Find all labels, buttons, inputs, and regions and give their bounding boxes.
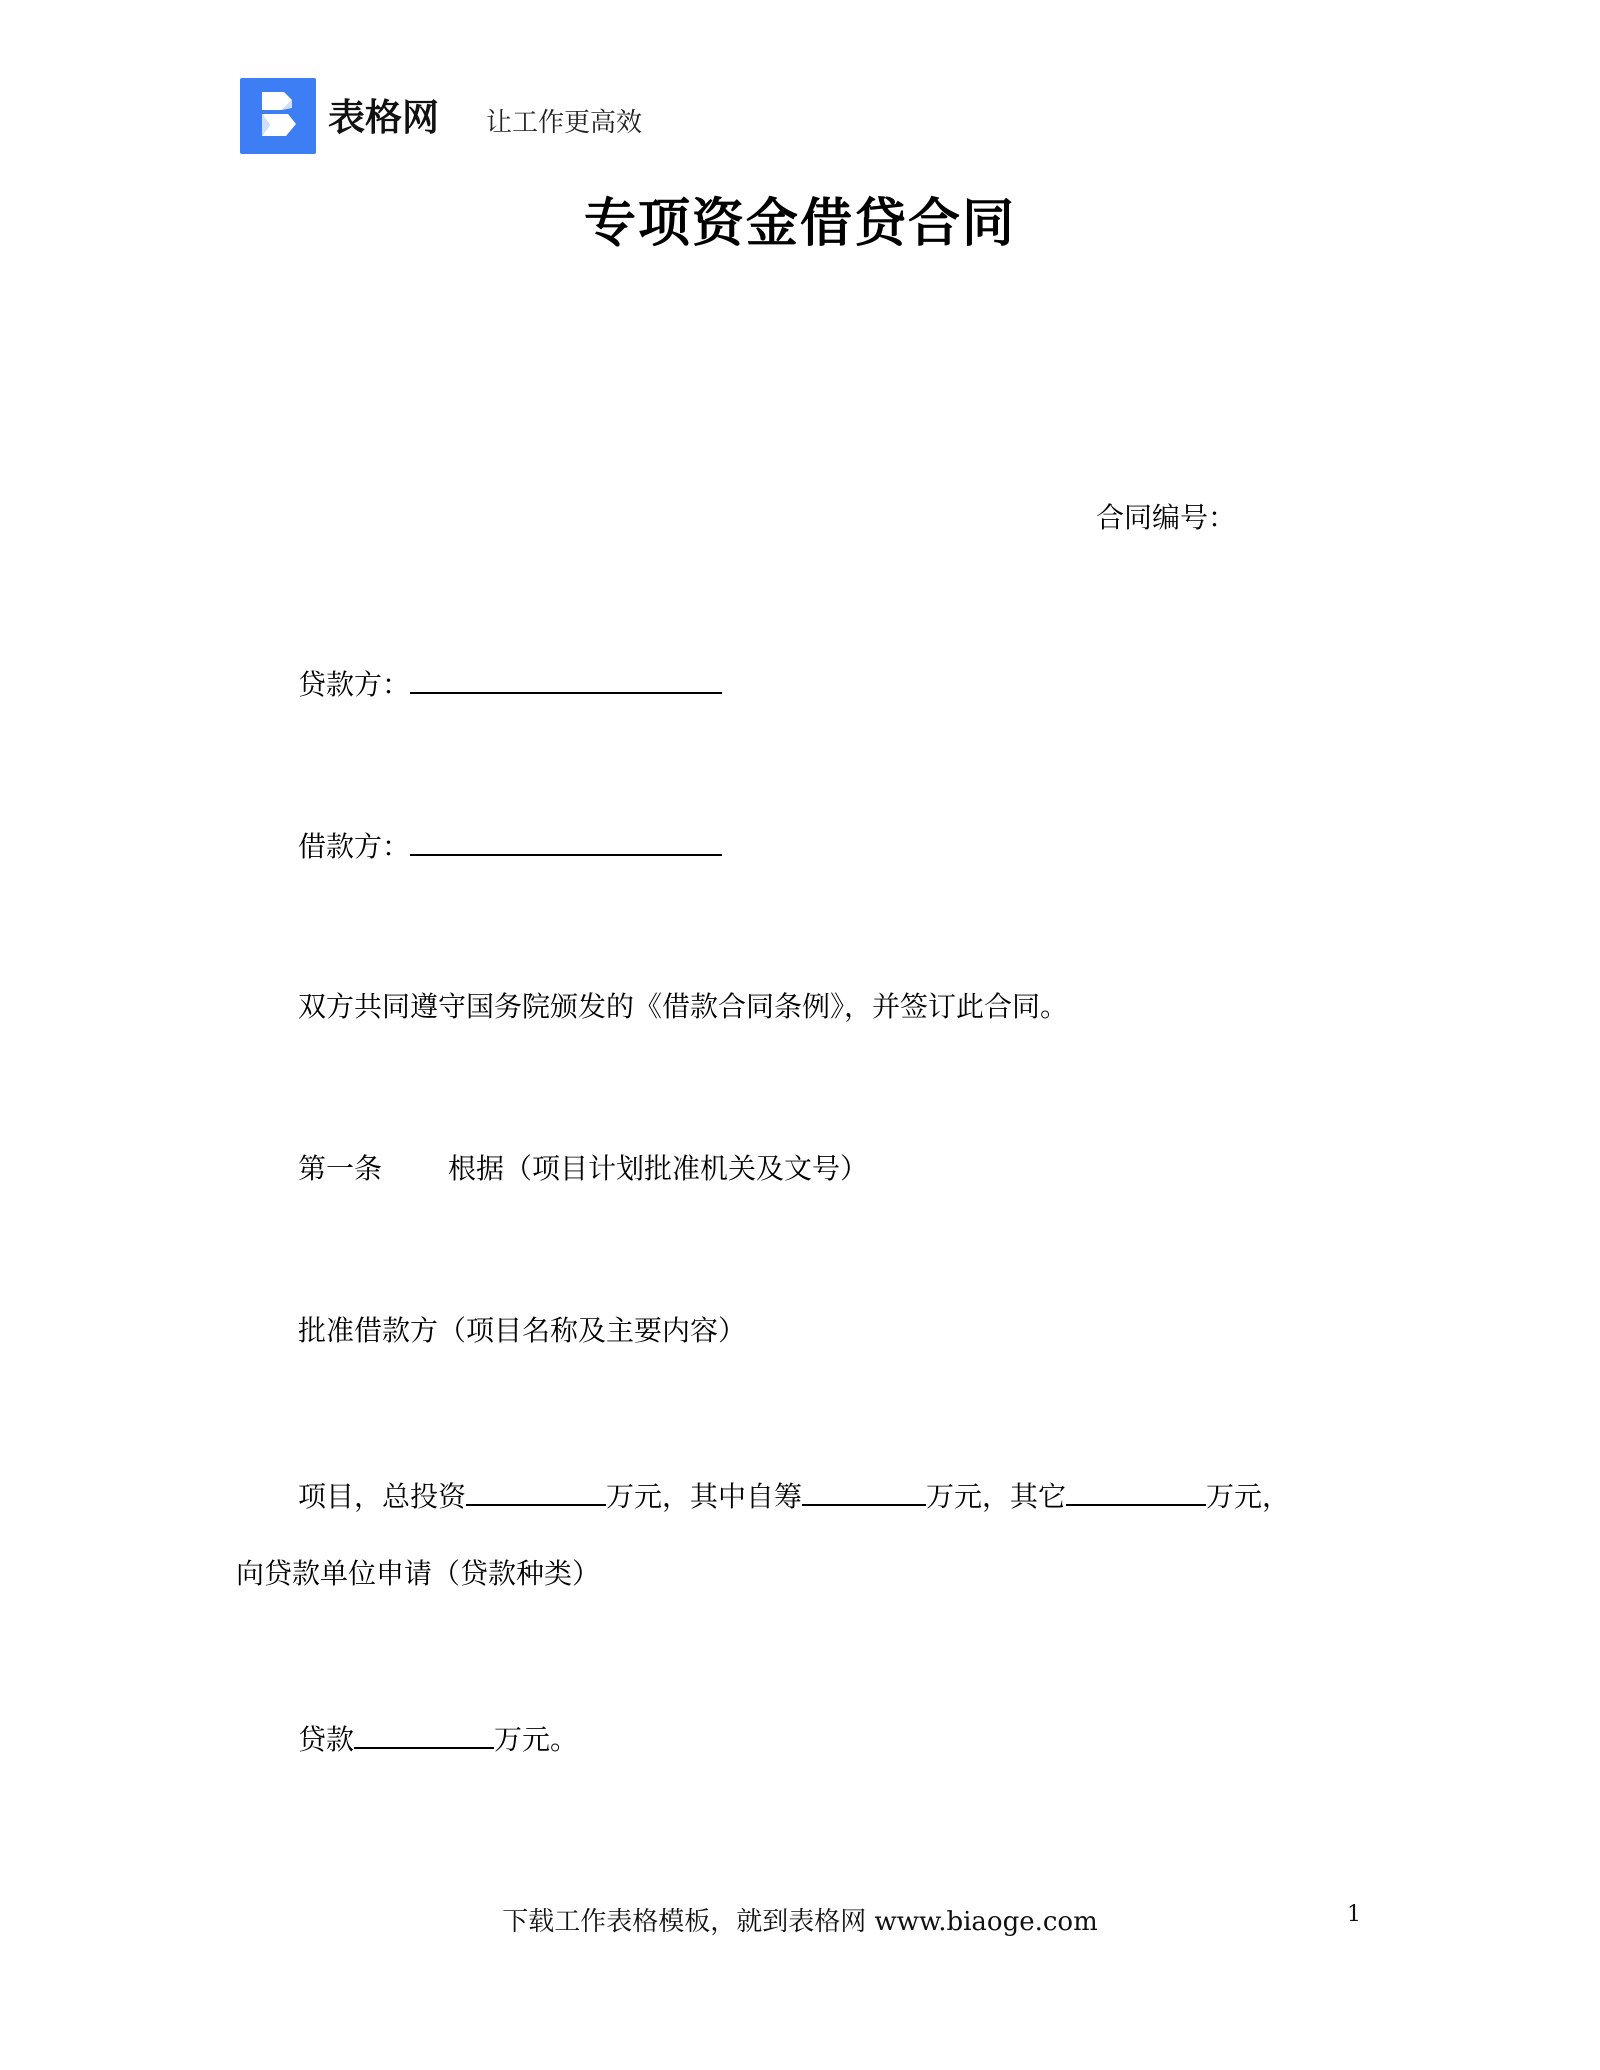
contract-number-label: 合同编号： [1096,501,1237,534]
self-funded-blank[interactable] [802,1474,926,1506]
document-title: 专项资金借贷合同 [583,194,1016,254]
lender-blank[interactable] [410,662,722,694]
loan-unit: 万元。 [494,1723,579,1756]
preamble-text: 双方共同遵守国务院颁发的《借款合同条例》，并签订此合同。 [298,990,1069,1023]
project-total-label: 项目，总投资 [298,1480,467,1513]
other-funds-label: 万元，其它 [926,1480,1067,1513]
total-investment-blank[interactable] [466,1474,606,1506]
approval-text: 批准借款方（项目名称及主要内容） [298,1314,747,1347]
borrower-line [298,824,722,867]
loan-label: 贷款 [298,1723,355,1756]
brand-slogan: 让工作更高效 [486,108,643,138]
other-funds-blank[interactable] [1066,1474,1206,1506]
apply-line: 向贷款单位申请（贷款种类） [236,1557,601,1590]
article-1 [298,1149,868,1189]
brand-name: 表格网 [328,96,439,139]
footer-text: 下载工作表格模板，就到表格网 www.biaoge.com [502,1907,1098,1937]
article-1-text: 根据（项目计划批准机关及文号） [448,1152,869,1185]
borrower-label: 借款方： [298,830,411,863]
lender-label: 贷款方： [298,668,411,701]
page-number: 1 [1347,1902,1361,1927]
other-funds-unit: 万元， [1206,1480,1291,1513]
borrower-blank[interactable] [410,824,722,856]
self-funded-label: 万元，其中自筹 [606,1480,803,1513]
biaoge-logo-icon [240,78,316,154]
lender-line [298,662,722,705]
article-1-label: 第一条 [298,1152,383,1185]
loan-line [298,1717,578,1760]
project-line [298,1474,1290,1517]
loan-amount-blank[interactable] [354,1717,494,1749]
